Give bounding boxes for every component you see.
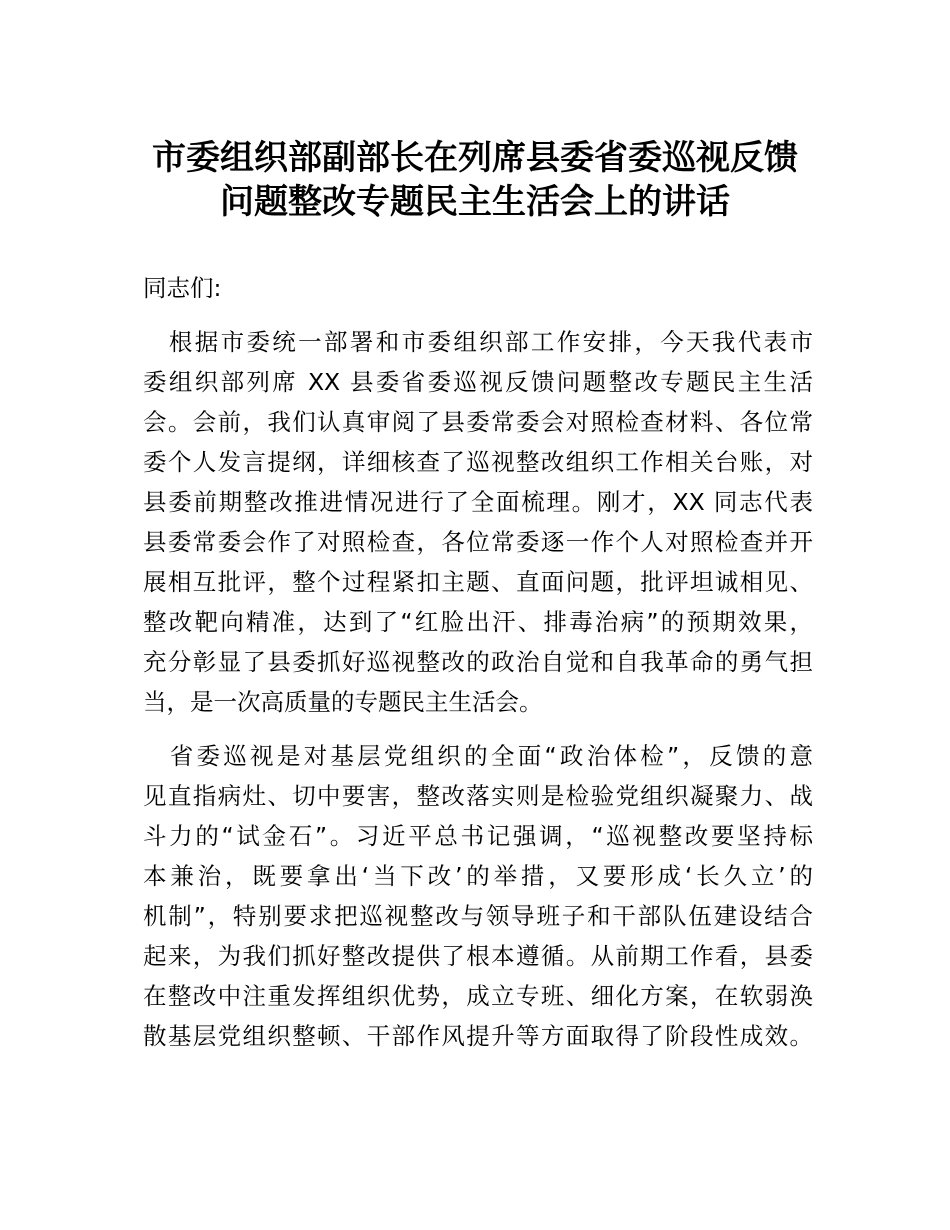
paragraph-line: 斗力的“试金石”。习近平总书记强调，“巡视整改要坚持标 bbox=[143, 822, 813, 850]
paragraph-line: 散基层党组织整顿、干部作风提升等方面取得了阶段性成效。 bbox=[143, 1022, 813, 1050]
document-body bbox=[143, 268, 813, 1070]
paragraph-line: 当，是一次高质量的专题民主生活会。 bbox=[143, 688, 543, 716]
salutation: 同志们: bbox=[143, 274, 222, 302]
paragraph-line: 根据市委统一部署和市委组织部工作安排，今天我代表市 bbox=[143, 328, 813, 356]
paragraph-line: 县委前期整改推进情况进行了全面梳理。刚才，XX 同志代表 bbox=[143, 488, 813, 516]
paragraph-line: 委个人发言提纲，详细核查了巡视整改组织工作相关台账，对 bbox=[143, 448, 813, 476]
paragraph-line: 本兼治，既要拿出‘当下改’的举措，又要形成‘长久立’的 bbox=[143, 862, 813, 890]
paragraph-line: 机制”，特别要求把巡视整改与领导班子和干部队伍建设结合 bbox=[143, 902, 813, 930]
paragraph-line: 起来，为我们抓好整改提供了根本遵循。从前期工作看，县委 bbox=[143, 942, 813, 970]
title-line-2: 问题整改专题民主生活会上的讲话 bbox=[220, 181, 730, 222]
paragraph-line: 充分彰显了县委抓好巡视整改的政治自觉和自我革命的勇气担 bbox=[143, 648, 813, 676]
paragraph-line: 县委常委会作了对照检查，各位常委逐一作个人对照检查并开 bbox=[143, 528, 813, 556]
paragraph-2 bbox=[143, 736, 813, 1056]
paragraph-1 bbox=[143, 322, 813, 722]
document-title bbox=[0, 136, 950, 224]
paragraph-line: 整改靶向精准，达到了“红脸出汗、排毒治病”的预期效果， bbox=[143, 608, 813, 636]
paragraph-line: 委组织部列席 XX 县委省委巡视反馈问题整改专题民主生活 bbox=[143, 368, 813, 396]
paragraph-line: 省委巡视是对基层党组织的全面“政治体检”，反馈的意 bbox=[143, 742, 813, 770]
title-line-1: 市委组织部副部长在列席县委省委巡视反馈 bbox=[152, 137, 798, 178]
paragraph-line: 会。会前，我们认真审阅了县委常委会对照检查材料、各位常 bbox=[143, 408, 813, 436]
paragraph-line: 展相互批评，整个过程紧扣主题、直面问题，批评坦诚相见、 bbox=[143, 568, 813, 596]
paragraph-line: 在整改中注重发挥组织优势，成立专班、细化方案，在软弱涣 bbox=[143, 982, 813, 1010]
paragraph-line: 见直指病灶、切中要害，整改落实则是检验党组织凝聚力、战 bbox=[143, 782, 813, 810]
